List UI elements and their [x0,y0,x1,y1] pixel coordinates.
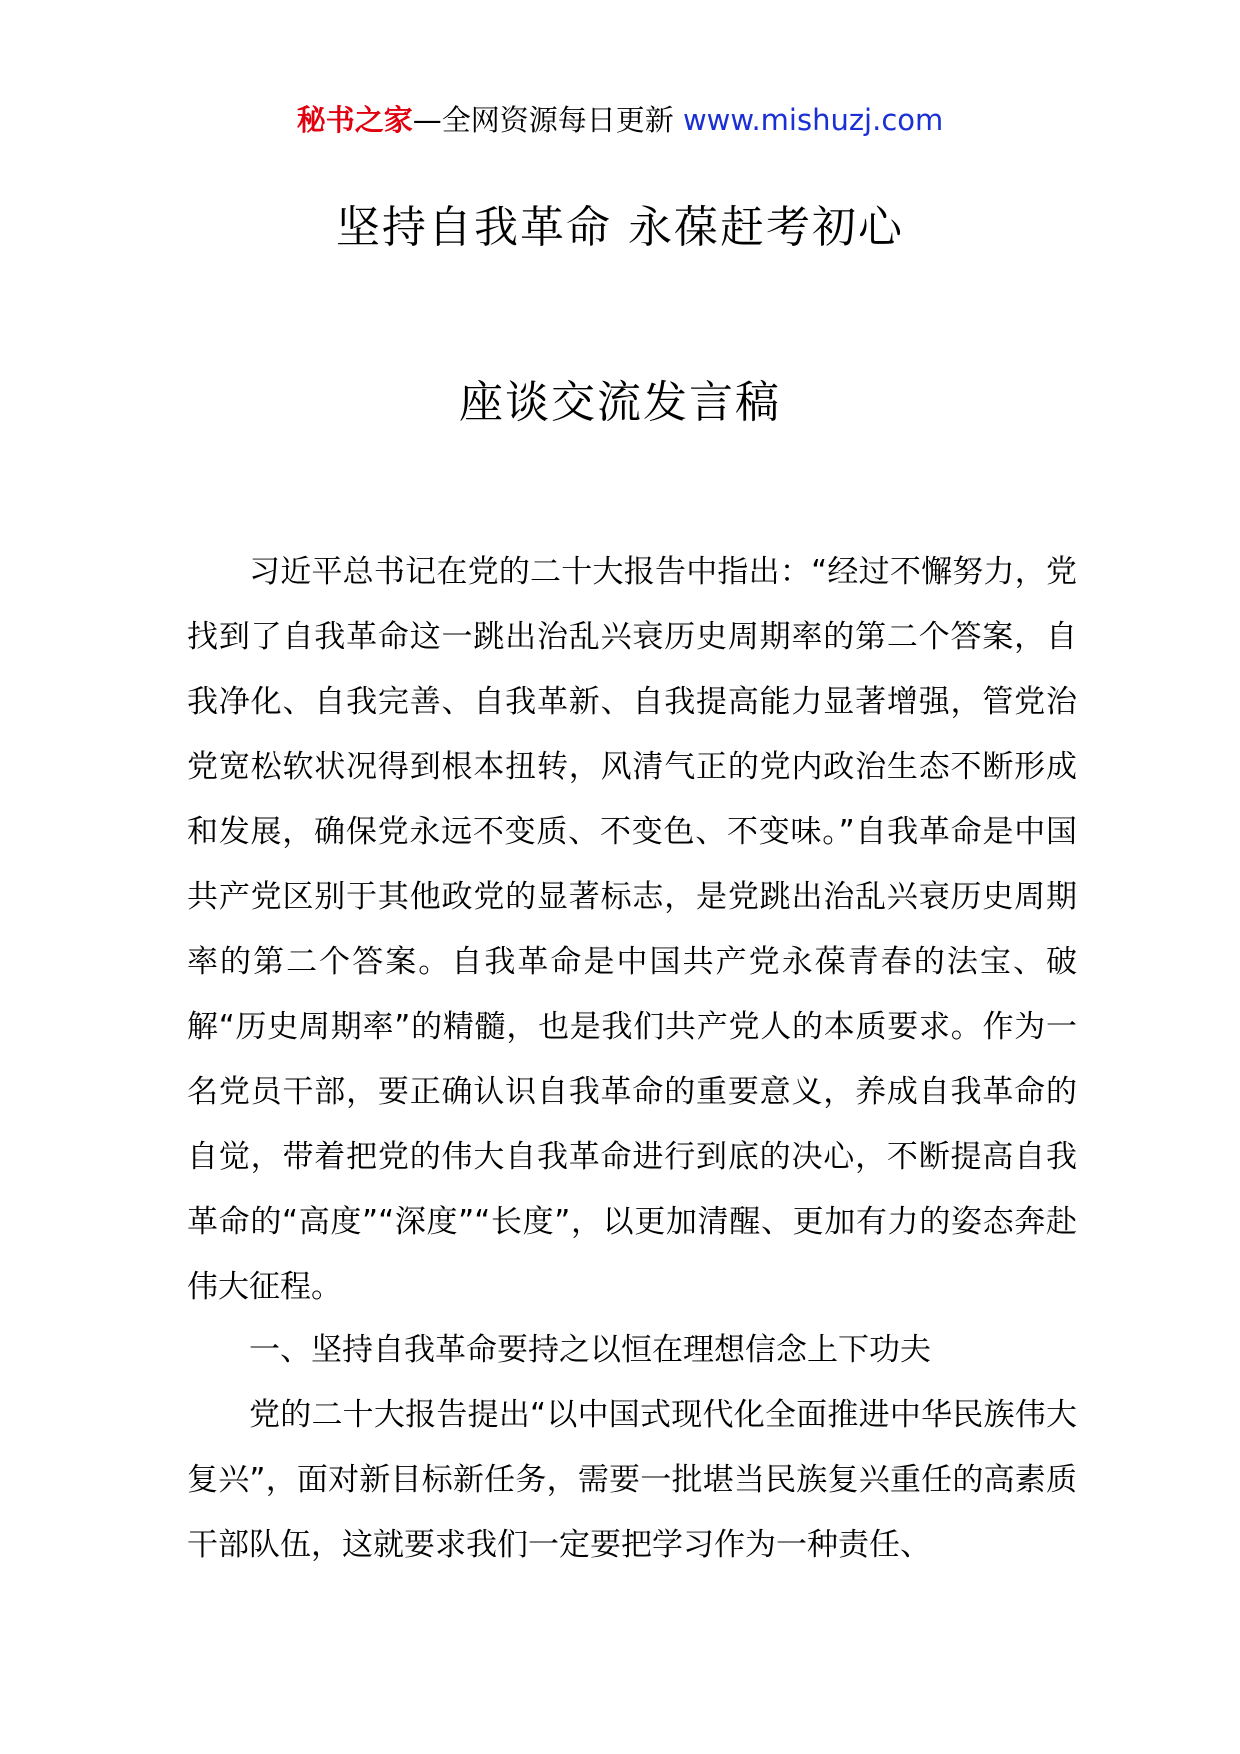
site-header [0,100,1240,140]
site-url: www.mishuzj.com [682,103,944,137]
document-title: 坚持自我革命 永葆赶考初心 [336,202,904,253]
intro-paragraph: 习近平总书记在党的二十大报告中指出：“经过不懈努力，党找到了自我革命这一跳出治乱兴衰历史周期率的第二个答案，自我净化、自我完善、自我革新、自我提高能力显著增强，管党治党宽松软状况得到根本扭转，风清气正的党内政治生态不断形成和发展，确保党永远不变质、不变色、不变味。”自我革命是中国共产党区别于其他政党的显著标志，是党跳出治乱兴衰历史周期率的第二个答案。自我革命是中国共产党永葆青春的法宝、破解“历史周期率”的精髓，也是我们共产党人的本质要求。作为一名党员干部，要正确认识自我革命的重要意义，养成自我革命的自觉，带着把党的伟大自我革命进行到底的决心，不断提高自我革命的“高度”“深度”“长度”，以更加清醒、更加有力的姿态奔赴伟大征程。 [187,554,1077,1305]
section-heading: 一、坚持自我革命要持之以恒在理想信念上下功夫 [249,1332,931,1368]
document-subtitle: 座谈交流发言稿 [459,377,781,428]
site-tagline: —全网资源每日更新 [412,103,683,137]
site-name: 秘书之家 [296,103,413,137]
body-paragraph: 党的二十大报告提出“以中国式现代化全面推进中华民族伟大复兴”，面对新目标新任务，需要一批堪当民族复兴重任的高素质干部队伍，这就要求我们一定要把学习作为一种责任、 [187,1397,1077,1563]
